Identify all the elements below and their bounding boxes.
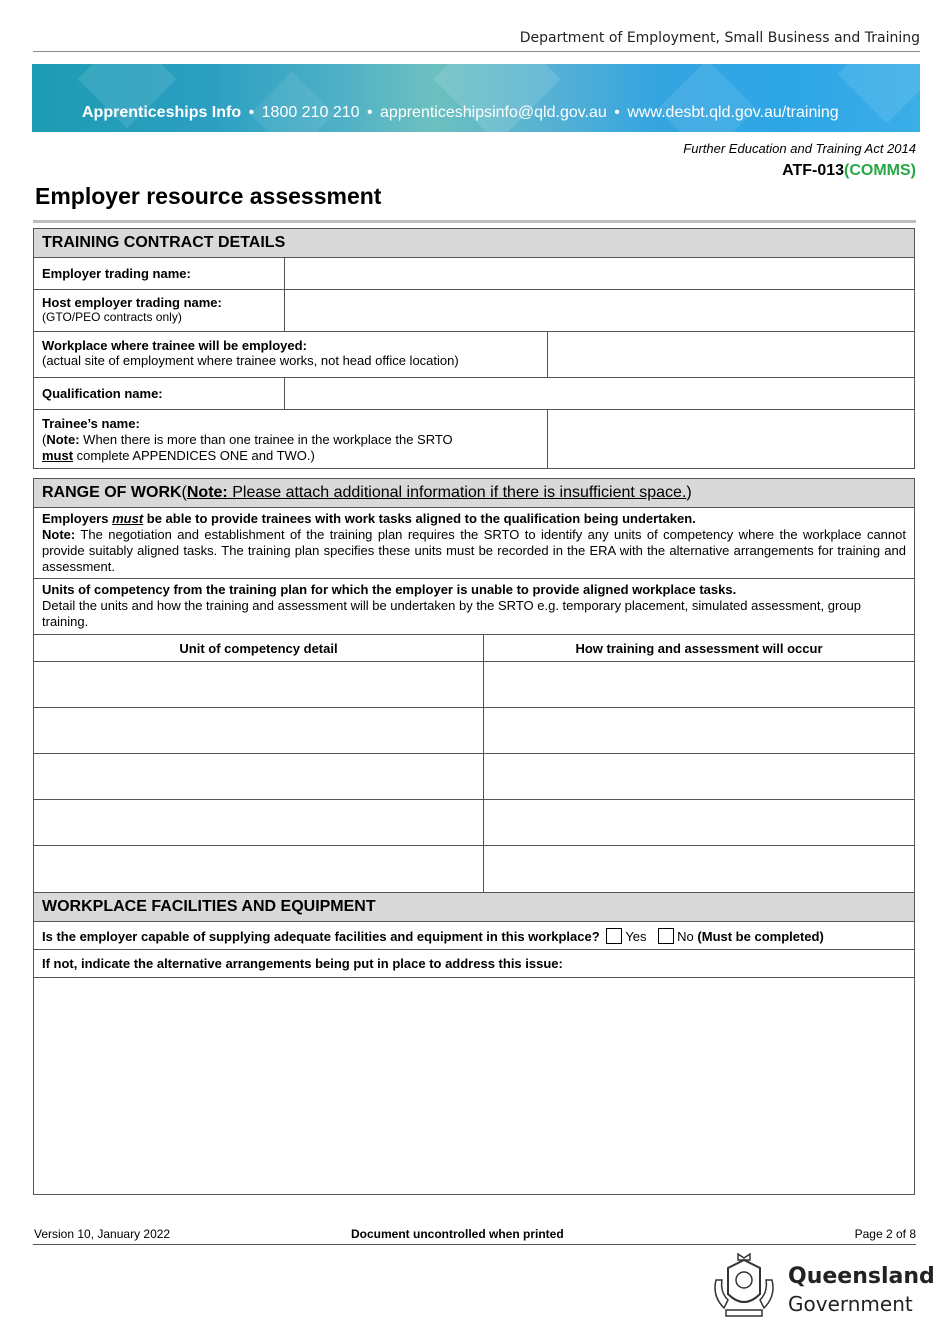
footer-divider — [33, 1244, 916, 1245]
banner-program: Apprenticeships Info — [82, 104, 242, 121]
table-row — [34, 661, 914, 707]
training-contract-section — [33, 228, 915, 469]
column-header-how: How training and assessment will occur — [483, 635, 914, 661]
department-name: Department of Employment, Small Business and Training — [519, 30, 920, 46]
trainee-note-text: When there is more than one trainee in the workplace the SRTO — [79, 432, 453, 447]
section-heading: TRAINING CONTRACT DETAILS — [34, 229, 914, 257]
host-employer-label: Host employer trading name: — [42, 295, 222, 310]
page-title: Employer resource assessment — [35, 183, 382, 209]
units-table-header — [34, 634, 914, 661]
form-code-suffix: (COMMS) — [844, 162, 916, 179]
legislation-reference: Further Education and Training Act 2014 — [683, 141, 916, 156]
units-detail: Detail the units and how the training and assessment will be undertaken by the SRTO e.g. temporary placement, simulated assessment, group training. — [42, 598, 861, 629]
alternative-label-row — [34, 949, 914, 977]
employers-must-row — [34, 507, 914, 578]
banner-contact-line — [82, 104, 839, 122]
range-heading-close: ) — [686, 484, 692, 501]
host-employer-label-cell — [34, 290, 284, 331]
trainee-field[interactable] — [547, 410, 914, 468]
qualification-label: Qualification name: — [42, 386, 163, 401]
negotiation-note-text: The negotiation and establishment of the training plan requires the SRTO to identify any units of competency where the workplace cannot provide suitably aligned tasks. The training plan specifies these units must be recorded in the ERA with the alternative arrangements for training and assessment. — [42, 527, 906, 574]
units-row — [34, 578, 914, 634]
host-employer-row — [34, 289, 914, 331]
unit-cell[interactable] — [34, 662, 483, 707]
footer-uncontrolled: Document uncontrolled when printed — [351, 1227, 564, 1241]
trainee-note-must: must — [42, 448, 74, 463]
employer-trading-field[interactable] — [284, 258, 914, 289]
trainee-note — [42, 432, 539, 448]
range-heading-note-text: Please attach additional information if there is insufficient space. — [227, 484, 687, 501]
trainee-label-cell — [34, 410, 547, 468]
range-heading-label: RANGE OF WORK — [42, 484, 182, 501]
facilities-question — [34, 922, 914, 949]
units-text — [34, 579, 914, 634]
range-heading-note-label: Note: — [186, 484, 228, 501]
trainee-label: Trainee’s name: — [42, 416, 140, 431]
unit-cell[interactable] — [34, 754, 483, 799]
range-of-work-heading — [34, 479, 914, 507]
unit-cell[interactable] — [34, 708, 483, 753]
bullet-icon: • — [614, 104, 620, 121]
negotiation-note — [42, 527, 906, 575]
must-complete-label: (Must be completed) — [697, 929, 824, 944]
trainee-note-open: ( — [42, 432, 47, 447]
how-cell[interactable] — [483, 846, 914, 892]
no-label: No — [677, 929, 694, 944]
queensland-government-logo — [708, 1250, 935, 1322]
trainee-row — [34, 409, 914, 468]
facilities-section — [33, 892, 915, 1195]
banner-website[interactable]: www.desbt.qld.gov.au/training — [627, 104, 839, 121]
form-code — [782, 162, 916, 180]
trainee-note-line2 — [42, 448, 539, 464]
employers-text: Employers — [42, 511, 113, 526]
range-heading-note — [187, 484, 687, 502]
employers-must-text — [34, 508, 914, 578]
workplace-label: Workplace where trainee will be employed: — [42, 338, 307, 353]
qualification-field[interactable] — [284, 378, 914, 409]
host-employer-note: (GTO/PEO contracts only) — [42, 310, 182, 324]
title-divider — [33, 220, 916, 223]
yes-checkbox[interactable] — [606, 928, 622, 944]
range-of-work-section — [33, 478, 915, 893]
alternative-arrangements-row — [34, 977, 914, 1194]
employer-trading-row — [34, 257, 914, 289]
logo-queensland: Queensland — [788, 1264, 935, 1289]
facilities-question-row — [34, 921, 914, 949]
form-code-number: ATF-013 — [782, 162, 845, 179]
alternative-arrangements-field[interactable] — [34, 978, 914, 1194]
workplace-field[interactable] — [547, 332, 914, 377]
bullet-icon: • — [248, 104, 255, 121]
footer-page-number: Page 2 of 8 — [854, 1227, 916, 1241]
range-heading-open: ( — [181, 484, 187, 501]
logo-government: Government — [788, 1292, 913, 1316]
facilities-heading: WORKPLACE FACILITIES AND EQUIPMENT — [34, 893, 914, 921]
table-row — [34, 799, 914, 845]
bullet-icon: • — [366, 104, 373, 121]
units-heading: Units of competency from the training plan for which the employer is unable to provide aligned workplace tasks. — [42, 582, 737, 597]
how-cell[interactable] — [483, 754, 914, 799]
employers-text-rest: be able to provide trainees with work tasks aligned to the qualification being undertaken. — [143, 511, 696, 526]
banner-email[interactable]: apprenticeshipsinfo@qld.gov.au — [380, 104, 607, 121]
host-employer-field[interactable] — [284, 290, 914, 331]
table-row — [34, 845, 914, 892]
employers-must-line — [42, 511, 906, 527]
table-row — [34, 707, 914, 753]
how-cell[interactable] — [483, 708, 914, 753]
how-cell[interactable] — [483, 800, 914, 845]
trainee-note-label: Note: — [46, 432, 80, 447]
no-checkbox[interactable] — [658, 928, 674, 944]
header-divider — [33, 51, 920, 52]
alternative-label: If not, indicate the alternative arrangements being put in place to address this issue: — [42, 956, 563, 971]
unit-cell[interactable] — [34, 846, 483, 892]
how-cell[interactable] — [483, 662, 914, 707]
workplace-row — [34, 331, 914, 377]
footer-version: Version 10, January 2022 — [34, 1227, 171, 1241]
employers-must: must — [112, 511, 144, 526]
table-row — [34, 753, 914, 799]
yes-label: Yes — [625, 929, 647, 944]
workplace-note: (actual site of employment where trainee works, not head office location) — [42, 353, 459, 368]
unit-cell[interactable] — [34, 800, 483, 845]
employer-trading-label: Employer trading name: — [42, 266, 191, 281]
column-header-unit: Unit of competency detail — [179, 641, 338, 656]
contact-banner — [32, 64, 920, 132]
workplace-label-cell — [34, 332, 547, 377]
facilities-question-text: Is the employer capable of supplying adequate facilities and equipment in this workplace? — [42, 929, 600, 944]
coat-of-arms-icon — [708, 1250, 780, 1322]
qualification-row — [34, 377, 914, 409]
negotiation-note-label: Note: — [42, 527, 76, 542]
banner-phone: 1800 210 210 — [261, 104, 360, 121]
trainee-note-end: complete APPENDICES ONE and TWO.) — [73, 448, 315, 463]
